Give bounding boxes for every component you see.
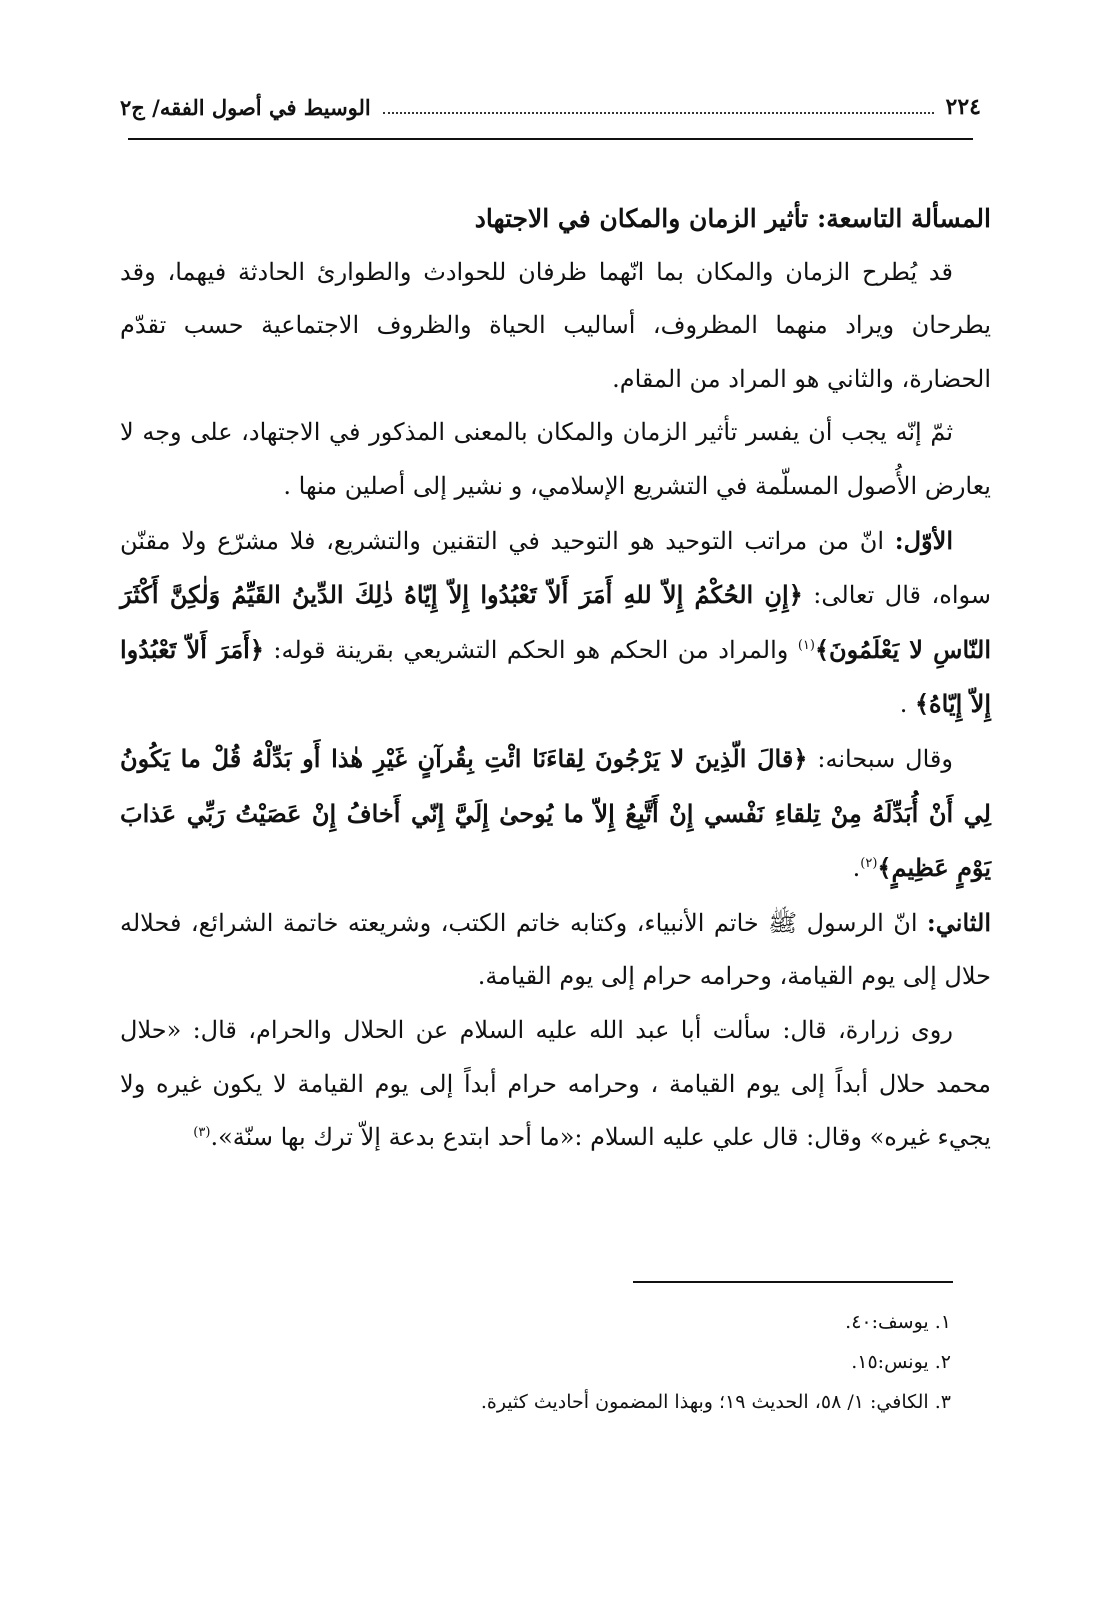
quran-verse-yusuf: ﴿إِنِ الحُكْمُ إِلاّ للهِ أَمَرَ أَلاّ تَعْبُدُوا إِلاّ إِيّاهُ ذٰلِكَ الدِّينُ القَيِّمُ وَلٰكِنَّ أَكْثَرَ النّاسِ لا يَعْلَمُونَ﴾	[120, 580, 992, 664]
section-heading: المسألة التاسعة: تأثير الزمان والمكان في الاجتهاد	[474, 204, 991, 233]
paragraph-4	[120, 732, 991, 896]
paragraph-6	[120, 1004, 991, 1165]
paragraph-5-text: انّ الرسول ﷺ خاتم الأنبياء، وكتابه خاتم الكتب، وشريعته خاتمة الشرائع، فحلاله حلال إلى يوم القيامة، وحرامه حرام إلى يوم القيامة.	[120, 908, 991, 991]
paragraph-5	[120, 896, 991, 1004]
footnote-3: ٣. الكافي: ١/ ٥٨، الحديث ١٩؛ وبهذا المضمون أحاديث كثيرة.	[480, 1391, 951, 1413]
paragraph-5-lead: الثاني:	[926, 907, 991, 937]
paragraph-3	[120, 514, 991, 732]
header-dotted-leader	[383, 112, 934, 114]
main-text	[120, 192, 991, 1165]
paragraph-2: ثمّ إنّه يجب أن يفسر تأثير الزمان والمكان بالمعنى المذكور في الاجتهاد، على وجه لا يعارض الأُصول المسلّمة في التشريع الإسلامي، و نشير إلى أصلين منها .	[120, 418, 991, 500]
footnote-rule	[633, 1281, 953, 1283]
footnote-ref-3: (٣)	[193, 1125, 211, 1141]
footnote-1: ١. يوسف:٤٠.	[845, 1311, 951, 1333]
paragraph-4-end: .	[852, 854, 861, 883]
book-title: الوسيط في أصول الفقه/ ج٢	[120, 95, 371, 120]
footnote-2: ٢. يونس:١٥.	[851, 1351, 951, 1373]
footnotes	[120, 1302, 951, 1422]
paragraph-4-text: وقال سبحانه:	[807, 744, 953, 773]
running-header	[120, 82, 981, 122]
paragraph-3-lead: الأوّل:	[894, 525, 953, 555]
paragraph-3-end: .	[899, 690, 915, 719]
paragraph-3-text-b: والمراد من الحكم هو الحكم التشريعي بقرينة قوله:	[263, 635, 798, 664]
page-number: ٢٢٤	[945, 94, 981, 120]
footnote-ref-1: (١)	[797, 637, 815, 653]
paragraph-6-text: روى زرارة، قال: سألت أبا عبد الله عليه السلام عن الحلال والحرام، قال: «حلال محمد حلال أبداً إلى يوم القيامة ، وحرامه حرام أبداً إلى يوم القيامة لا يكون غيره ولا يجيء غيره» وقال: قال علي عليه السلام :«ما أحد ابتدع بدعة إلاّ ترك بها سنّة».	[120, 1015, 991, 1152]
header-rule	[128, 138, 973, 140]
footnote-ref-2: (٢)	[860, 856, 878, 872]
paragraph-3-text-a: انّ من مراتب التوحيد هو التوحيد في التقنين والتشريع، فلا مشرّع ولا مقنّن سواه، قال تعالى:	[120, 526, 992, 610]
quran-verse-excerpt: ﴿أَمَرَ أَلاّ تَعْبُدُوا إِلاّ إِيّاهُ﴾	[120, 634, 991, 719]
quran-verse-yunus: ﴿قالَ الّذِينَ لا يَرْجُونَ لِقاءَنَا ائْتِ بِقُرآنٍ غَيْرِ هٰذا أَو بَدِّلْهُ قُلْ ما يَكُونُ لِي أَنْ أُبَدِّلَهُ مِنْ تِلقاءِ نَفْسي إِنْ أَتَّبِعُ إِلاّ ما يُوحىٰ إِلَيَّ إِنّي أَخافُ إِنْ عَصَيْتُ رَبِّي عَذابَ يَوْمٍ عَظِيمٍ﴾	[120, 743, 991, 883]
paragraph-1: قد يُطرح الزمان والمكان بما انّهما ظرفان للحوادث والطوارئ الحادثة فيهما، وقد يطرحان ويراد منهما المظروف، أساليب الحياة والظروف الاجتماعية حسب تقدّم الحضارة، والثاني هو المراد من المقام.	[120, 257, 991, 393]
